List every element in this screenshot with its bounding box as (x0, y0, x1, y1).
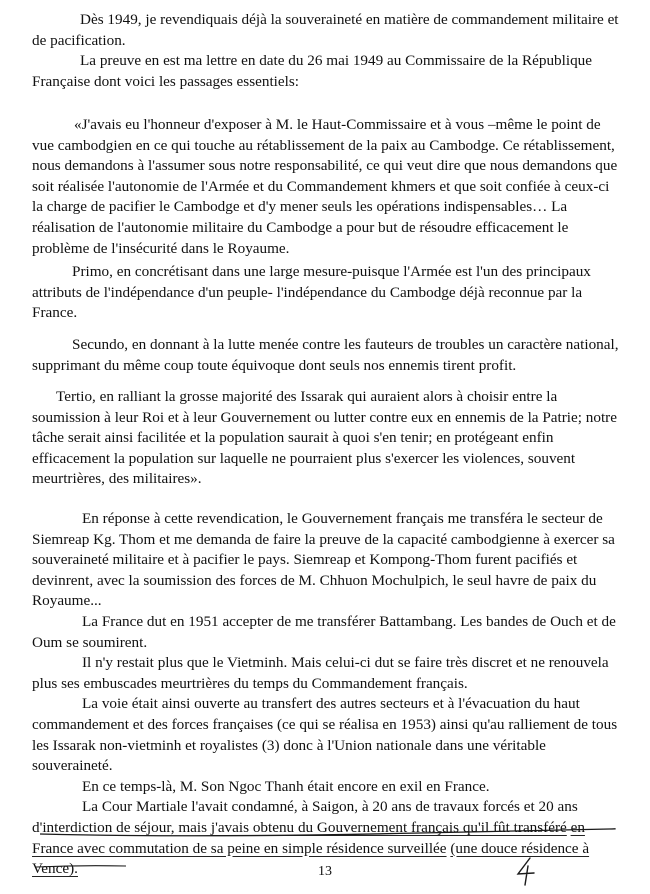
body-paragraph-1: En réponse à cette revendication, le Gouvernement français me transféra le secteur de Siemreap Kg. Thom et me demanda de faire la preuve de la capacité cambodgienne à exercer sa souveraineté militaire et à pacifier le pays. Siemreap et Kompong-Thom furent pacifiés et devinrent, avec la soumission des forces de M. Chhuon Mochulpich, le seul havre de paix du Royaume... (32, 510, 615, 610)
primo-paragraph: Primo, en concrétisant dans une large mesure-puisque l'Armée est l'un des principaux attributs de l'indépendance d'un peuple- l'indépendance du Cambodge déjà reconnue par la France. (32, 263, 591, 322)
body-paragraph-4: La voie était ainsi ouverte au transfert des autres secteurs et à l'évacuation du haut commandement et des forces françaises (ce qui se réalisa en 1953) ainsi qu'au ralliement de tous les Issarak non-vietminh et royalistes (3) donc à l'Union nationale dans une véritable souveraineté. (32, 695, 618, 775)
quote-paragraph-1: «J'avais eu l'honneur d'exposer à M. le Haut-Commissaire et à vous –même le point de vue cambodgien en ce qui touche au rétablissement de la paix au Cambodge. Ce rétablissement, nous demandons à l'assumer sous notre responsabilité, ce qui veut dire que nous demandons que soit réalisée l'autonomie de l'Armée et du Commandement khmers et que soit confiée à ceux-ci la charge de pacifier le Cambodge et d'y mener seuls les opérations indispensables… La réalisation de l'autonomie militaire du Cambodge a pour but de résoudre efficacement le problème de l'insécurité dans le Royaume. (32, 116, 618, 257)
underlined-passage-3: (une douce résidence à Vence). (32, 839, 590, 878)
underlined-passage-1: j'avais obtenu du Gouvernement français qu'il fût transféré (210, 818, 567, 836)
page-number: 13 (318, 864, 332, 879)
intro-paragraph-2: La preuve en est ma lettre en date du 26 mai 1949 au Commissaire de la République Française dont voici les passages essentiels: (32, 52, 592, 90)
underlined-passage-2: en France avec commutation de sa peine en simple résidence surveillée (32, 818, 585, 857)
body-paragraph-5: En ce temps-là, M. Son Ngoc Thanh était encore en exil en France. (82, 777, 490, 795)
secundo-paragraph: Secundo, en donnant à la lutte menée contre les fauteurs de troubles un caractère national, supprimant du même coup toute équivoque dont seuls nos ennemis tirent profit. (32, 336, 619, 374)
tertio-paragraph: Tertio, en ralliant la grosse majorité des Issarak qui auraient alors à choisir entre la soumission à leur Roi et à leur Gouvernement ou lutter contre eux en ennemis de la Patrie; notre tâche serait ainsi facilitée et la population saurait à quoi s'en tenir; en protégeant enfin efficacement la population sur laquelle ne pourraient plus s'exercer les violences, souvent meurtrières, des militaires». (32, 388, 617, 488)
intro-paragraph-1: Dès 1949, je revendiquais déjà la souveraineté en matière de commandement militaire et de pacification. (32, 11, 619, 49)
body-paragraph-2: La France dut en 1951 accepter de me transférer Battambang. Les bandes de Ouch et de Oum se soumirent. (32, 612, 616, 651)
body-paragraph-3: Il n'y restait plus que le Vietminh. Mais celui-ci dut se faire très discret et ne renouvela plus ses embuscades meurtrières du temps du Commandement français. (32, 654, 609, 692)
body-paragraph-6-text-a: La Cour Martiale l'avait condamné, à Saigon, à 20 ans de travaux forcés et 20 ans d'interdiction de séjour, mais (32, 798, 578, 836)
handwritten-margin-mark-icon (508, 854, 548, 888)
handwritten-underline-stroke (40, 829, 615, 836)
